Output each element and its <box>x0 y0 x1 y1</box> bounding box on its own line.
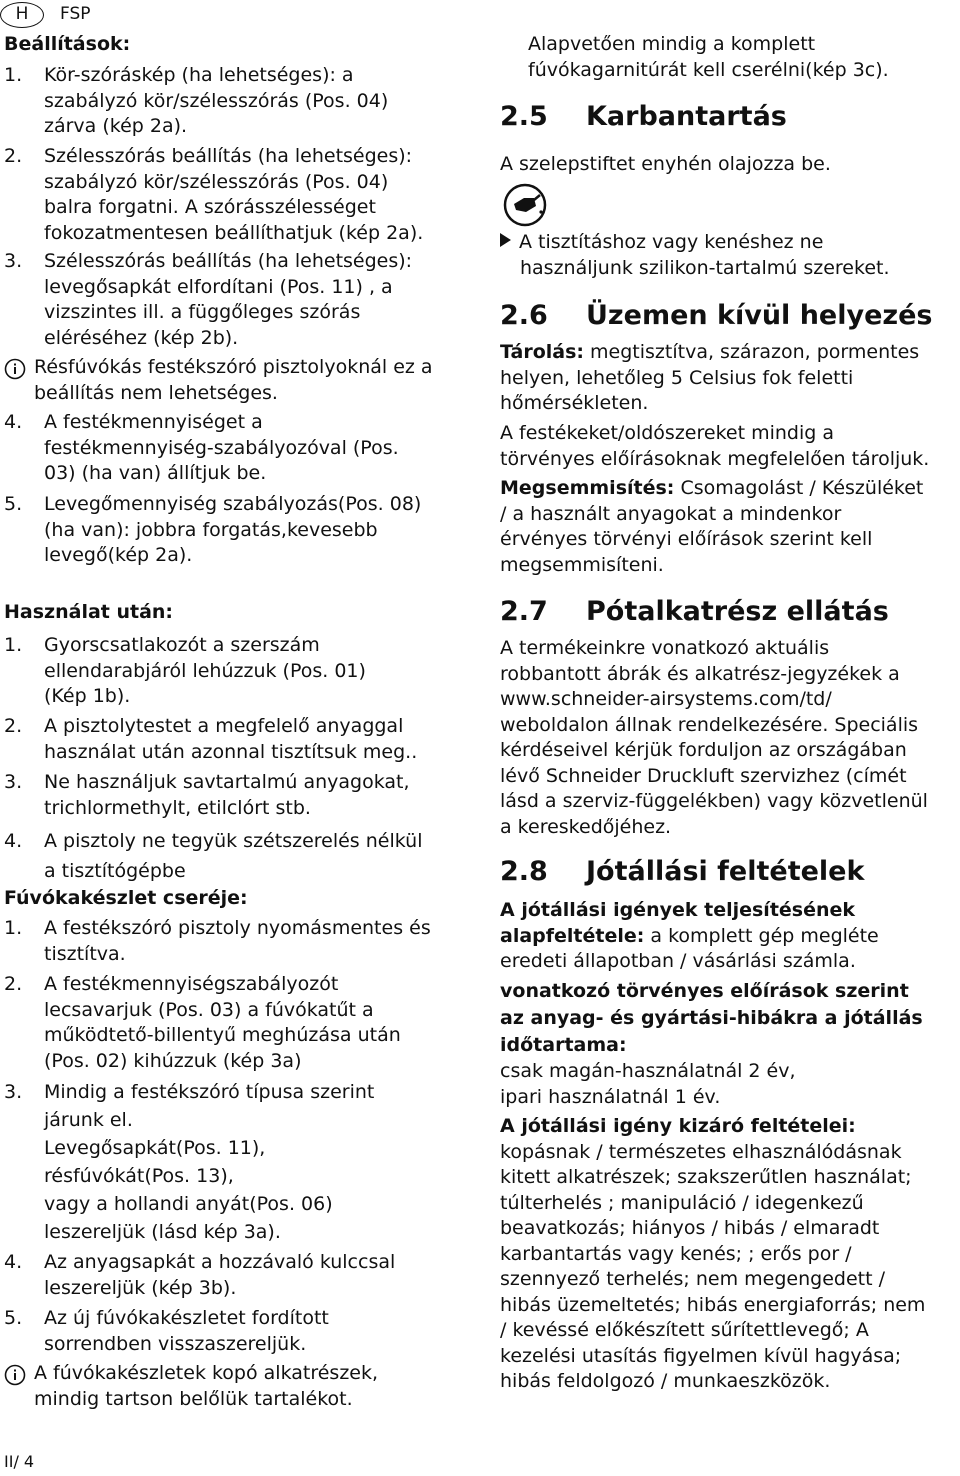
item-number: 1. <box>4 64 23 86</box>
text-line: megsemmisíteni. <box>500 553 664 576</box>
text-line: A festékeket/oldószereket mindig a <box>500 422 834 444</box>
text-line: (Pos. 02) kihúzzuk (kép 3a) <box>44 1049 302 1072</box>
text-line: ellendarabjáról lehúzzuk (Pos. 01) <box>44 659 366 682</box>
list-item <box>4 826 504 886</box>
text-line: szabályzó kör/szélesszórás (Pos. 04) <box>44 170 389 193</box>
section-title: Jótállási feltételek <box>586 856 865 887</box>
text-line: az anyag- és gyártási-hibákra a jótállás <box>500 1007 923 1029</box>
text-line: festékmennyiség-szabályozóval (Pos. <box>44 436 399 459</box>
model-code: FSP <box>60 4 91 24</box>
item-number: 5. <box>4 493 23 515</box>
list-item <box>4 770 504 821</box>
body-text <box>500 1059 958 1110</box>
text-line: Kör-szóráskép (ha lehetséges): a <box>44 64 354 86</box>
text-line: beavatkozás; hiányos / hibás / elmaradt <box>500 1217 880 1239</box>
text-line: / a használt anyagokat a mindenkor <box>500 502 842 525</box>
text-line: Csomagolást / Készüléket <box>680 477 924 499</box>
text-line: érvényes törvényi előírások szerint kell <box>500 528 873 550</box>
legal-period-heading <box>500 978 958 1059</box>
text-line: weboldalon állnak rendelkezésére. Speciális <box>500 713 919 736</box>
text-line: Levegősapkát(Pos. 11), <box>44 1137 266 1159</box>
warranty-text <box>500 898 958 975</box>
intro-text <box>500 32 958 83</box>
text-line: Az új fúvókakészletet fordított <box>44 1307 329 1329</box>
text-line: törvényes előírásoknak megfelelően tároljuk. <box>500 447 930 470</box>
list-item <box>4 1250 504 1301</box>
section-title: Pótalkatrész ellátás <box>586 596 889 627</box>
section-number: 2.7 <box>500 596 548 627</box>
text-line: tisztítva. <box>44 942 126 965</box>
text-line: kopásnak / természetes elhasználódásnak <box>500 1140 902 1163</box>
body-text <box>500 421 958 472</box>
text-line: szennyező terhelés; nem megengedett / <box>500 1268 885 1290</box>
text-line: (Kép 1b). <box>44 685 131 707</box>
text-line: működtető-billentyű meghúzása után <box>44 1024 401 1046</box>
warning-bullet <box>500 230 958 281</box>
text-line: eredeti állapotban / vásárlási számla. <box>500 950 856 972</box>
text-line: / kevéssé előkészített sűrítettlevegő; A <box>500 1319 869 1341</box>
list-item <box>4 492 504 569</box>
item-number: 3. <box>4 1081 23 1103</box>
section-heading <box>500 856 864 888</box>
item-number: 2. <box>4 973 23 995</box>
text-line: (ha van): jobbra forgatás,kevesebb <box>44 518 378 541</box>
text-line: A pisztolytestet a megfelelő anyaggal <box>44 715 404 737</box>
text-line: A pisztoly ne tegyük szétszerelés nélkül <box>44 830 423 852</box>
list-item <box>4 144 504 246</box>
text-line: vonatkozó törvényes előírások szerint <box>500 980 909 1002</box>
text-line: hibás üzemeltetés; hibás energiaforrás; nem <box>500 1293 926 1316</box>
list-item <box>4 410 504 487</box>
text-line: A festékmennyiséget a <box>44 411 263 433</box>
text-line: leszereljük (kép 3b). <box>44 1276 237 1299</box>
text-line: a komplett gép megléte <box>650 924 879 947</box>
list-item <box>4 1306 504 1357</box>
text-line: Levegőmennyiség szabályozás(Pos. 08) <box>44 493 422 515</box>
text-line: Mindig a festékszóró típusa szerint <box>44 1081 375 1103</box>
list-item <box>4 916 504 967</box>
text-line: Résfúvókás festékszóró pisztolyoknál ez a <box>34 356 433 378</box>
text-line: túlterhelés ; manipuláció / idegenkezű <box>500 1191 864 1214</box>
note-text <box>4 1361 464 1412</box>
text-line: A festékmennyiségszabályozót <box>44 973 339 995</box>
text-line: a kereskedőjéhez. <box>500 815 672 838</box>
exclusions-text <box>500 1114 958 1395</box>
nozzle-heading: Fúvókakészlet cseréje: <box>4 887 248 909</box>
list-item <box>4 249 504 351</box>
text-line: A tisztításhoz vagy kenéshez ne <box>519 231 824 253</box>
text-line: beállítás nem lehetséges. <box>34 381 278 404</box>
item-number: 5. <box>4 1307 23 1329</box>
text-line: Gyorscsatlakozót a szerszám <box>44 634 320 656</box>
text-line: fúvókagarnitúrát kell cserélni(kép 3c). <box>528 58 889 81</box>
exclusion-heading: A jótállási igény kizáró feltételei: <box>500 1115 856 1137</box>
item-number: 2. <box>4 145 23 167</box>
item-number: 1. <box>4 634 23 656</box>
page-number: II/ 4 <box>4 1452 35 1471</box>
storage-label: Tárolás: <box>500 341 584 363</box>
text-line: használat után azonnal tisztítsuk meg.. <box>44 740 418 763</box>
item-number: 4. <box>4 1251 23 1273</box>
body-text <box>500 636 958 840</box>
item-number: 3. <box>4 250 23 272</box>
oil-can-icon <box>502 182 548 228</box>
text-line: sorrendben visszaszereljük. <box>44 1332 307 1355</box>
text-line: A fúvókakészletek kopó alkatrészek, <box>34 1362 379 1384</box>
text-line: a tisztítógépbe <box>44 860 186 882</box>
text-line: 03) (ha van) állítjuk be. <box>44 462 267 484</box>
text-line: fokozatmentesen beállíthatjuk (kép 2a). <box>44 221 424 244</box>
text-line: karbantartás vagy kenés; ; erős por / <box>500 1242 852 1265</box>
text-line: robbantott ábrák és alkatrész-jegyzékek a <box>500 662 900 685</box>
text-line: időtartama: <box>500 1034 627 1056</box>
text-line: A termékeinkre vonatkozó aktuális <box>500 637 830 659</box>
text-line: alapfeltétele: <box>500 924 645 947</box>
text-line: www.schneider-airsystems.com/td/ <box>500 688 832 710</box>
item-number: 4. <box>4 411 23 433</box>
disposal-label: Megsemmisítés: <box>500 477 675 499</box>
section-number: 2.5 <box>500 101 548 132</box>
disposal-text <box>500 476 958 578</box>
text-line: kezelési utasítás figyelmen kívül hagyása; <box>500 1344 902 1367</box>
arrow-bullet-icon <box>500 233 511 247</box>
text-line: zárva (kép 2a). <box>44 115 188 137</box>
text-line: vagy a hollandi anyát(Pos. 06) <box>44 1193 333 1215</box>
language-badge: H <box>0 2 44 28</box>
section-title: Üzemen kívül helyezés <box>586 300 933 331</box>
text-line: levegősapkát elfordítani (Pos. 11) , a <box>44 275 393 298</box>
text-line: csak magán-használatnál 2 év, <box>500 1060 796 1082</box>
section-heading <box>500 300 933 332</box>
text-line: levegő(kép 2a). <box>44 544 193 566</box>
text-line: résfúvókát(Pos. 13), <box>44 1165 234 1187</box>
text-line: kitett alkatrészek; szakszerűtlen használat; <box>500 1166 912 1188</box>
list-item <box>4 633 504 710</box>
text-line: helyen, lehetőleg 5 Celsius fok feletti <box>500 366 854 389</box>
text-line: szabályzó kör/szélesszórás (Pos. 04) <box>44 89 389 112</box>
list-item <box>4 972 504 1074</box>
text-line: A jótállási igények teljesítésének <box>500 899 856 921</box>
list-item <box>4 1078 504 1246</box>
text-line: Ne használjuk savtartalmú anyagokat, <box>44 771 410 793</box>
list-item <box>4 63 504 140</box>
section-number: 2.8 <box>500 856 548 887</box>
text-line: lévő Schneider Druckluft szervizhez (címét <box>500 764 907 787</box>
note-text <box>4 355 464 406</box>
section-title: Karbantartás <box>586 101 787 132</box>
settings-heading: Beállítások: <box>4 33 131 55</box>
text-line: hibás feldolgozó / munkaeszközök. <box>500 1370 831 1392</box>
text-line: kérdéseivel kérjük forduljon az országában <box>500 739 907 761</box>
body-text: A szelepstiftet enyhén olajozza be. <box>500 153 831 175</box>
text-line: Szélesszórás beállítás (ha lehetséges): <box>44 145 413 167</box>
item-number: 4. <box>4 830 23 852</box>
text-line: használjunk szilikon-tartalmú szereket. <box>520 256 890 279</box>
item-number: 2. <box>4 715 23 737</box>
text-line: lásd a szerviz-függelékben) vagy közvetlenül <box>500 790 928 812</box>
text-line: eléréséhez (kép 2b). <box>44 326 239 349</box>
text-line: Alapvetően mindig a komplett <box>528 33 816 55</box>
text-line: járunk el. <box>44 1109 133 1131</box>
text-line: A festékszóró pisztoly nyomásmentes és <box>44 917 431 939</box>
text-line: balra forgatni. A szórásszélességet <box>44 196 376 218</box>
section-heading <box>500 596 889 628</box>
text-line: Az anyagsapkát a hozzávaló kulccsal <box>44 1251 396 1273</box>
storage-text <box>500 340 958 417</box>
item-number: 1. <box>4 917 23 939</box>
text-line: hőmérsékleten. <box>500 392 649 414</box>
text-line: mindig tartson belőlük tartalékot. <box>34 1387 353 1410</box>
item-number: 3. <box>4 771 23 793</box>
text-line: Szélesszórás beállítás (ha lehetséges): <box>44 250 413 272</box>
text-line: trichlormethylt, etilclórt stb. <box>44 796 311 819</box>
section-number: 2.6 <box>500 300 548 331</box>
section-heading <box>500 101 787 133</box>
list-item <box>4 714 504 765</box>
text-line: vizszintes ill. a függőleges szórás <box>44 301 361 323</box>
text-line: megtisztítva, szárazon, pormentes <box>590 341 920 363</box>
text-line: leszereljük (lásd kép 3a). <box>44 1221 281 1243</box>
text-line: ipari használatnál 1 év. <box>500 1085 721 1108</box>
text-line: lecsavarjuk (Pos. 03) a fúvókatűt a <box>44 998 374 1021</box>
after-use-heading: Használat után: <box>4 601 174 623</box>
